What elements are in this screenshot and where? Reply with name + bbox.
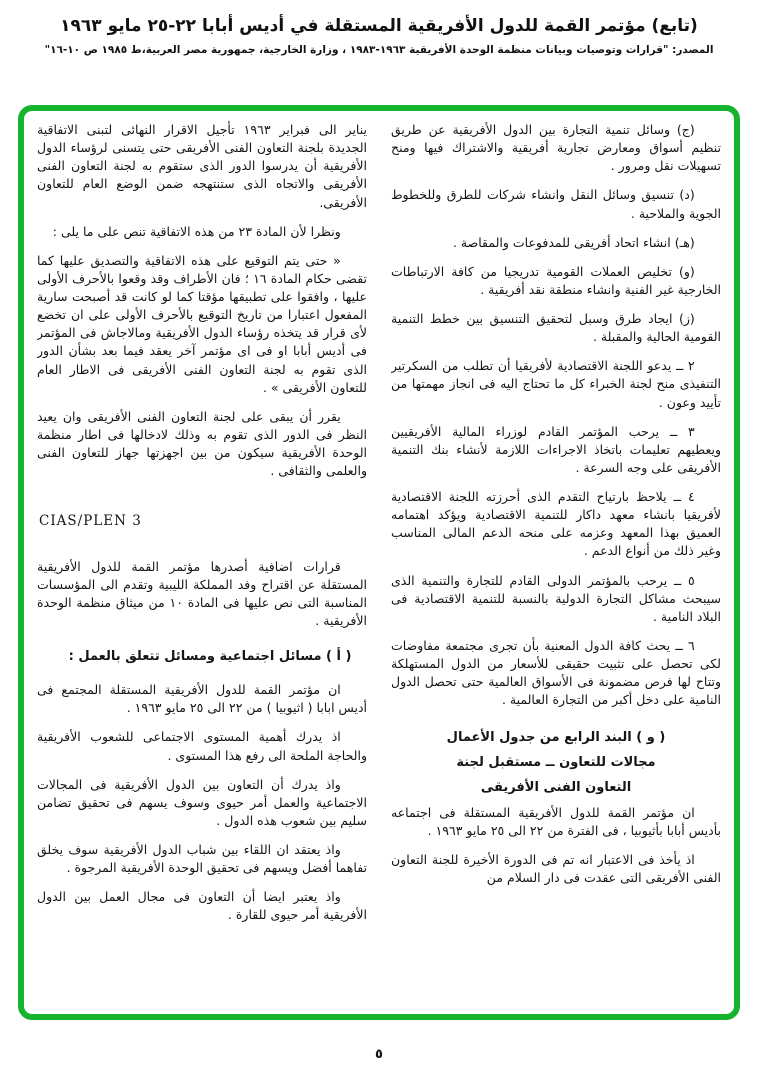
paragraph: ونظرا لأن المادة ٢٣ من هذه الاتفاقية تنص على ما يلى : xyxy=(52,223,341,239)
document-reference: CIAS/PLEN 3 xyxy=(39,513,142,530)
paragraph: (ز) ايجاد طرق وسبل لتحقيق التنسيق بين خطط التنمية القومية الحالية والمقبلة . xyxy=(391,311,721,345)
paragraph: يناير الى فبراير ١٩٦٣ تأجيل الاقرار النهائى لتبنى الاتفاقية الجديدة بلجنة التعاون الفنى الأفريقى حتى يتسنى لرؤساء الدول الأفريقية أن يدرسوا الدور الذى ستقوم به لجنة التعاون الفنى الأفريقى والاتجاه الذى ستنتهجه ضمن الوضع العام للتعاون الأفريقى. xyxy=(37,122,367,210)
page-header xyxy=(0,16,758,56)
section-heading: ( أ ) مسائل اجتماعية ومسائل تتعلق بالعمل : xyxy=(68,649,352,665)
paragraph: يقرر أن يبقى على لجنة التعاون الفنى الأفريقى وان يعيد النظر فى الدور الذى تقوم به وذلك لادخالها فى اطار منظمة الوحدة الأفريقية سيكون من بين اجهزتها جهاز للتعاون الفنى والعلمى والثقافى . xyxy=(37,408,367,479)
section-heading: ( و ) البند الرابع من جدول الأعمال xyxy=(446,730,666,746)
section-heading: التعاون الفنى الأفريقى xyxy=(480,780,632,796)
paragraph: ٦ ــ يحث كافة الدول المعنية بأن تجرى مجتمعة مفاوضات لكى تحصل على تثبيت حقيقى للأسعار من الدول المستهلكة وتتاح لها فرص مضمونة فى الأسواق العالمية حتى تحصل الدول النامية على دخل أكبر من التجارة العالمية . xyxy=(391,637,721,708)
content-frame xyxy=(18,105,740,1020)
paragraph: ٢ ــ يدعو اللجنة الاقتصادية لأفريقيا أن تطلب من السكرتير التنفيذى منح لجنة الخبراء كل ما تحتاج اليه فى انجاز مهمتها من تأييد وعون . xyxy=(391,358,721,410)
paragraph: قرارات اضافية أصدرها مؤتمر القمة للدول الأفريقية المستقلة عن اقتراح وفد المملكة الليبية وتقدم الى المؤسسات المناسبة التى نص عليها فى المادة ١٠ من ميثاق منظمة الوحدة الأفريقية . xyxy=(37,558,367,629)
document-title: (تابع) مؤتمر القمة للدول الأفريقية المستقلة في أديس أبابا ٢٢-٢٥ مايو ١٩٦٣ xyxy=(60,16,698,36)
paragraph: (ج) وسائل تنمية التجارة بين الدول الأفريقية عن طريق تنظيم أسواق ومعارض تجارية أفريقية والاشتراك فيها ومنح تسهيلات نقل ومرور . xyxy=(391,122,721,174)
paragraph: واذ يدرك أن التعاون بين الدول الأفريقية فى المجالات الاجتماعية والعمل أمر حيوى وسوف يسهم فى تحقيق تضامن سليم بين شعوب هذه الدول . xyxy=(37,776,367,828)
paragraph: اذ يدرك أهمية المستوى الاجتماعى للشعوب الأفريقية والحاجة الملحة الى رفع هذا المستوى . xyxy=(37,729,367,763)
paragraph: ان مؤتمر القمة للدول الأفريقية المستقلة المجتمع فى أديس ابابا ( اثيوبيا ) من ٢٢ الى ٢٥ مايو ١٩٦٣ . xyxy=(37,682,367,716)
paragraph: « حتى يتم التوقيع على هذه الاتفاقية والتصديق عليها كما تقضى حكام المادة ١٦ ؛ فان الأطراف وقد وقعوا بالأحرف الأولى عليها ، وافقوا على تطبيقها مؤقتا كما لو كانت قد أصبحت سارية المفعول اعتبارا من تاريخ التوقيع بالأحرف الأولى على ان تخضع لأى قرار قد يتخذه رؤساء الدول الأفريقية ومالاجاش فى المؤتمر فى أديس أبابا او فى اى مؤتمر آخر يعقد فيما بعد بشأن الدور الذى تقوم به لجنة التعاون الفنى الأفريقى فى الاطار العام للتعاون الأفريقى » . xyxy=(37,252,367,395)
paragraph: (هـ) انشاء اتحاد أفريقى للمدفوعات والمقاصة . xyxy=(452,234,695,250)
paragraph: ٣ ــ يرحب المؤتمر القادم لوزراء المالية الأفريقيين ويعطيهم تعليمات باتخاذ الاجراءات اللازمة لأنشاء بنك التنمية الأفريقى على وجه السرعة . xyxy=(391,423,721,475)
paragraph: ٤ ــ يلاحظ بارتياح التقدم الذى أحرزته اللجنة الاقتصادية لأفريقيا بانشاء معهد داكار للتنمية الاقتصادية ويؤكد اهتمامه العميق بهذا المعهد وعزمه على منحه الدعم المالى المناسب وغير ذلك من أنواع الدعم . xyxy=(391,489,721,559)
paragraph: اذ يأخذ فى الاعتبار انه تم فى الدورة الأخيرة للجنة التعاون الفنى الأفريقى التى عقدت فى دار السلام من xyxy=(391,852,721,886)
paragraph: واذ يعتقد ان اللقاء بين شباب الدول الأفريقية سوف يخلق تفاهما أفضل ويسهم فى تحقيق الوحدة الأفريقية المرجوة . xyxy=(37,842,367,876)
paragraph: ان مؤتمر القمة للدول الأفريقية المستقلة فى اجتماعه بأديس أبابا بأثيوبيا ، فى الفترة من ٢٢ الى ٢٥ مايو ١٩٦٣ . xyxy=(391,804,721,839)
source-citation: المصدر: "قرارات وتوصيات وبيانات منظمة الوحدة الأفريقية ١٩٦٣-١٩٨٣ ، وزارة الخارجية، جمهورية مصر العربية،ط ١٩٨٥ ص ١٠-١٦" xyxy=(44,44,714,56)
paragraph: (د) تنسيق وسائل النقل وانشاء شركات للطرق وللخطوط الجوية والملاحية . xyxy=(391,187,721,221)
column-right xyxy=(391,121,721,1004)
paragraph: واذ يعتبر ايضا أن التعاون فى مجال العمل بين الدول الأفريقية أمر حيوى للقارة . xyxy=(37,889,367,923)
page-number: ٥ xyxy=(375,1047,383,1062)
paragraph: (و) تخليص العملات القومية تدريجيا من كافة الارتباطات الخارجية غير الفنية وانشاء منطقة نقد أفريقية . xyxy=(391,263,721,297)
section-heading: مجالات للتعاون ــ مستقبل لجنة xyxy=(456,755,656,771)
column-left xyxy=(37,121,367,1004)
paragraph: ٥ ــ يرحب بالمؤتمر الدولى القادم للتجارة والتنمية الذى سيبحث مشاكل التجارة الدولية بالنسبة للتنمية الاقتصادية فى البلاد النامية . xyxy=(391,572,721,624)
